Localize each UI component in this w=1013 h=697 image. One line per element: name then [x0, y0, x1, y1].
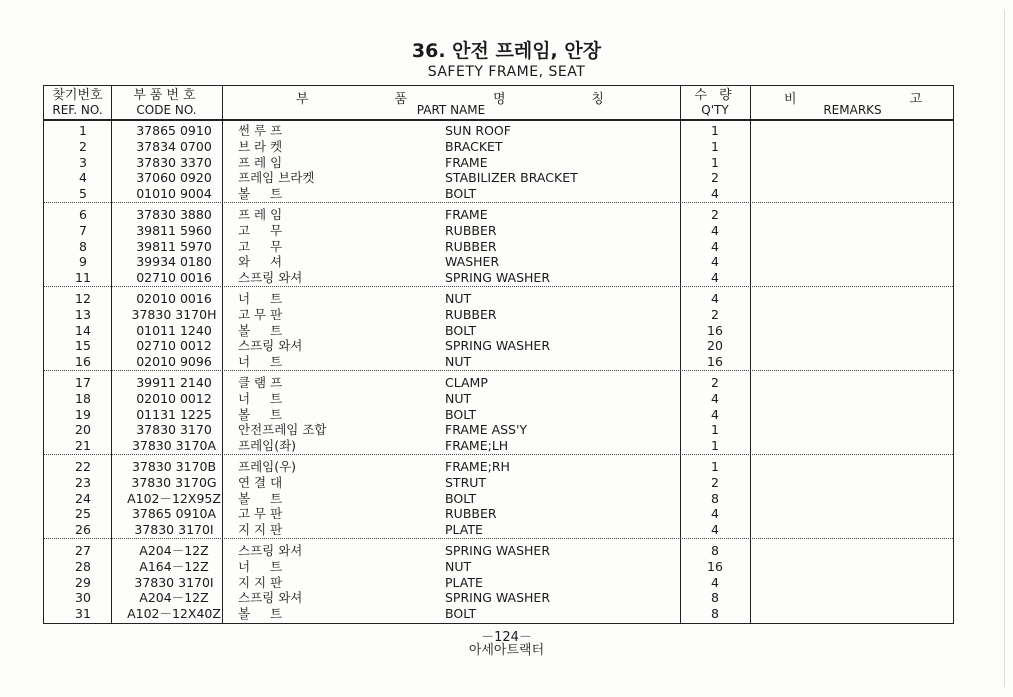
- part-name-ko: 너 트: [238, 354, 283, 370]
- code-no: 37830 3170I: [134, 522, 214, 538]
- quantity: 4: [711, 238, 719, 254]
- part-name-en: FRAME;LH: [445, 438, 509, 454]
- quantity: 2: [711, 207, 719, 222]
- quantity: 2: [711, 170, 719, 186]
- part-name-ko: 고 무: [238, 238, 283, 254]
- table-row: [44, 543, 955, 558]
- group-separator: [44, 370, 953, 371]
- part-name-ko: 지 지 판: [238, 574, 283, 590]
- table-row: [44, 391, 955, 406]
- quantity: 2: [711, 375, 719, 390]
- code-no: A164－12Z: [139, 558, 209, 574]
- quantity: 16: [707, 354, 723, 370]
- quantity: 1: [711, 438, 719, 454]
- code-no: 39934 0180: [136, 254, 212, 270]
- code-no: 37830 3370: [136, 154, 212, 170]
- part-name-en: BOLT: [445, 322, 477, 338]
- part-name-en: NUT: [445, 354, 472, 370]
- part-name-en: BRACKET: [445, 138, 503, 154]
- part-name-ko: 안전프레임 조합: [238, 422, 327, 438]
- code-no: 37830 3880: [136, 207, 212, 222]
- code-no: 37830 3170: [136, 422, 212, 438]
- quantity: 4: [711, 222, 719, 238]
- quantity: 1: [711, 154, 719, 170]
- table-row: [44, 239, 955, 254]
- code-no: 02010 0016: [136, 291, 212, 306]
- part-name-en: RUBBER: [445, 222, 497, 238]
- table-row: [44, 438, 955, 453]
- header-remarks-en: REMARKS: [823, 103, 882, 117]
- part-name-en: BOLT: [445, 606, 477, 622]
- ref-no: 16: [75, 354, 91, 370]
- page-subtitle: SAFETY FRAME, SEAT: [427, 64, 586, 80]
- part-name-en: RUBBER: [445, 506, 497, 522]
- table-row: [44, 307, 955, 322]
- ref-no: 20: [75, 422, 91, 438]
- table-row: [44, 354, 955, 369]
- table-row: [44, 338, 955, 353]
- code-no: A102－12X40Z: [127, 606, 221, 622]
- table-row: [44, 606, 955, 621]
- table-row: [44, 407, 955, 422]
- part-name-ko: 너 트: [238, 291, 283, 306]
- ref-no: 21: [75, 438, 91, 454]
- part-name-en: CLAMP: [445, 375, 488, 390]
- ref-no: 14: [75, 322, 91, 338]
- quantity: 8: [711, 543, 719, 558]
- ref-no: 22: [75, 459, 91, 474]
- header-remarks-ko-2: 고: [909, 92, 922, 107]
- quantity: 1: [711, 459, 719, 474]
- part-name-ko: 연 결 대: [238, 474, 283, 490]
- quantity: 1: [711, 422, 719, 438]
- code-no: 37830 3170A: [131, 438, 217, 454]
- part-name-ko: 너 트: [238, 390, 283, 406]
- ref-no: 7: [79, 222, 87, 238]
- code-no: 39911 2140: [136, 375, 212, 390]
- group-separator: [44, 202, 953, 203]
- header-remarks-ko-1: 비: [784, 92, 797, 107]
- code-no: 37865 0910: [136, 123, 212, 138]
- group-separator: [44, 454, 953, 455]
- part-name-ko: 너 트: [238, 558, 283, 574]
- part-name-en: PLATE: [445, 522, 483, 538]
- table-row: [44, 123, 955, 138]
- ref-no: 3: [79, 154, 87, 170]
- ref-no: 12: [75, 291, 91, 306]
- quantity: 4: [711, 406, 719, 422]
- part-name-en: RUBBER: [445, 306, 497, 322]
- part-name-en: SPRING WASHER: [445, 270, 550, 286]
- table-row: [44, 170, 955, 185]
- table-row: [44, 506, 955, 521]
- part-name-ko: 고 무: [238, 222, 283, 238]
- header-name-ko-1: 부: [296, 92, 309, 107]
- code-no: 37830 3170G: [131, 474, 217, 490]
- quantity: 8: [711, 490, 719, 506]
- part-name-ko: 스프링 와셔: [238, 270, 303, 286]
- quantity: 4: [711, 254, 719, 270]
- part-name-ko: 클 램 프: [238, 375, 283, 390]
- header-qty-ko: 수 량: [694, 88, 736, 103]
- part-name-ko: 볼 트: [238, 406, 283, 422]
- quantity: 1: [711, 123, 719, 138]
- table-row: [44, 323, 955, 338]
- table-row: [44, 590, 955, 605]
- ref-no: 30: [75, 590, 91, 606]
- ref-no: 17: [75, 375, 91, 390]
- part-name-en: SPRING WASHER: [445, 590, 550, 606]
- header-divider: [44, 119, 953, 121]
- part-name-ko: 볼 트: [238, 606, 283, 622]
- part-name-en: BOLT: [445, 186, 477, 202]
- code-no: 01011 1240: [136, 322, 212, 338]
- part-name-en: STABILIZER BRACKET: [445, 170, 578, 186]
- quantity: 4: [711, 522, 719, 538]
- page-number: －124－: [481, 630, 532, 645]
- quantity: 16: [707, 558, 723, 574]
- quantity: 8: [711, 590, 719, 606]
- ref-no: 19: [75, 406, 91, 422]
- code-no: A204－12Z: [139, 590, 209, 606]
- part-name-en: FRAME;RH: [445, 459, 510, 474]
- code-no: 02710 0012: [136, 338, 212, 354]
- header-ref-ko: 찾기번호: [52, 88, 103, 103]
- part-name-en: BOLT: [445, 406, 477, 422]
- page-edge: [1004, 10, 1005, 687]
- ref-no: 15: [75, 338, 91, 354]
- code-no: 37834 0700: [136, 138, 212, 154]
- part-name-en: RUBBER: [445, 238, 497, 254]
- ref-no: 6: [79, 207, 87, 222]
- table-row: [44, 522, 955, 537]
- quantity: 4: [711, 291, 719, 306]
- header-code-en: CODE NO.: [136, 103, 197, 117]
- table-row: [44, 291, 955, 306]
- table-row: [44, 559, 955, 574]
- code-no: 37830 3170H: [131, 306, 217, 322]
- part-name-en: FRAME ASS'Y: [445, 422, 528, 438]
- table-row: [44, 270, 955, 285]
- code-no: A204－12Z: [139, 543, 209, 558]
- code-no: 01010 9004: [136, 186, 212, 202]
- quantity: 2: [711, 474, 719, 490]
- group-separator: [44, 286, 953, 287]
- table-row: [44, 491, 955, 506]
- header-ref: [44, 88, 111, 118]
- table-row: [44, 207, 955, 222]
- table-row: [44, 254, 955, 269]
- table-row: [44, 155, 955, 170]
- table-row: [44, 375, 955, 390]
- quantity: 4: [711, 574, 719, 590]
- quantity: 16: [707, 322, 723, 338]
- code-no: 39811 5960: [136, 222, 212, 238]
- quantity: 4: [711, 186, 719, 202]
- quantity: 4: [711, 390, 719, 406]
- company-name: 아세아트랙터: [468, 643, 545, 658]
- ref-no: 2: [79, 138, 87, 154]
- code-no: 02010 9096: [136, 354, 212, 370]
- part-name-en: WASHER: [445, 254, 500, 270]
- part-name-en: SPRING WASHER: [445, 338, 550, 354]
- part-name-ko: 볼 트: [238, 186, 283, 202]
- header-code-ko: 부품번호: [133, 88, 200, 103]
- parts-table: [43, 85, 954, 624]
- part-name-ko: 와 셔: [238, 254, 283, 270]
- ref-no: 27: [75, 543, 91, 558]
- header-name-ko-3: 명: [492, 92, 506, 107]
- ref-no: 18: [75, 390, 91, 406]
- ref-no: 5: [79, 186, 87, 202]
- code-no: 37060 0920: [136, 170, 212, 186]
- table-row: [44, 186, 955, 201]
- ref-no: 23: [75, 474, 91, 490]
- ref-no: 8: [79, 238, 87, 254]
- table-row: [44, 459, 955, 474]
- ref-no: 9: [79, 254, 87, 270]
- code-no: A102－12X95Z: [127, 490, 221, 506]
- part-name-en: FRAME: [445, 154, 488, 170]
- part-name-en: SUN ROOF: [445, 123, 511, 138]
- part-name-ko: 스프링 와셔: [238, 590, 303, 606]
- table-row: [44, 475, 955, 490]
- code-no: 37865 0910A: [131, 506, 217, 522]
- part-name-ko: 고 무 판: [238, 506, 283, 522]
- ref-no: 11: [75, 270, 91, 286]
- quantity: 1: [711, 138, 719, 154]
- ref-no: 31: [75, 606, 91, 622]
- ref-no: 4: [79, 170, 87, 186]
- part-name-en: SPRING WASHER: [445, 543, 550, 558]
- header-qty: [680, 88, 750, 118]
- header-ref-en: REF. NO.: [52, 103, 103, 117]
- ref-no: 24: [75, 490, 91, 506]
- part-name-en: FRAME: [445, 207, 488, 222]
- part-name-en: PLATE: [445, 574, 483, 590]
- part-name-ko: 고 무 판: [238, 306, 283, 322]
- header-code: [111, 88, 222, 118]
- part-name-ko: 지 지 판: [238, 522, 283, 538]
- table-row: [44, 223, 955, 238]
- group-separator: [44, 538, 953, 539]
- part-name-ko: 프 레 임: [238, 207, 283, 222]
- ref-no: 29: [75, 574, 91, 590]
- quantity: 8: [711, 606, 719, 622]
- part-name-ko: 프레임(우): [238, 459, 297, 474]
- part-name-ko: 프 레 임: [238, 154, 283, 170]
- part-name-ko: 볼 트: [238, 490, 283, 506]
- header-name-ko-2: 품: [394, 92, 408, 107]
- code-no: 39811 5970: [136, 238, 212, 254]
- table-row: [44, 422, 955, 437]
- part-name-ko: 프레임(좌): [238, 438, 297, 454]
- quantity: 4: [711, 270, 719, 286]
- header-qty-en: Q'TY: [701, 103, 729, 117]
- code-no: 02710 0016: [136, 270, 212, 286]
- part-name-en: BOLT: [445, 490, 477, 506]
- table-row: [44, 139, 955, 154]
- code-no: 37830 3170I: [134, 574, 214, 590]
- page-title: 36. 안전 프레임, 안장: [411, 40, 602, 62]
- ref-no: 13: [75, 306, 91, 322]
- part-name-ko: 프레임 브라켓: [238, 170, 315, 186]
- quantity: 2: [711, 306, 719, 322]
- ref-no: 25: [75, 506, 91, 522]
- ref-no: 1: [79, 123, 87, 138]
- header-name-en: PART NAME: [416, 103, 486, 117]
- code-no: 02010 0012: [136, 390, 212, 406]
- part-name-en: NUT: [445, 291, 472, 306]
- quantity: 4: [711, 506, 719, 522]
- part-name-en: STRUT: [445, 474, 487, 490]
- ref-no: 28: [75, 558, 91, 574]
- part-name-en: NUT: [445, 558, 472, 574]
- part-name-en: NUT: [445, 390, 472, 406]
- part-name-ko: 스프링 와셔: [238, 543, 303, 558]
- table-row: [44, 575, 955, 590]
- part-name-ko: 브 라 켓: [238, 138, 283, 154]
- part-name-ko: 스프링 와셔: [238, 338, 303, 354]
- ref-no: 26: [75, 522, 91, 538]
- part-name-ko: 썬 루 프: [238, 123, 283, 138]
- code-no: 37830 3170B: [131, 459, 217, 474]
- part-name-ko: 볼 트: [238, 322, 283, 338]
- header-name-ko-4: 칭: [591, 92, 604, 107]
- code-no: 01131 1225: [136, 406, 212, 422]
- quantity: 20: [707, 338, 723, 354]
